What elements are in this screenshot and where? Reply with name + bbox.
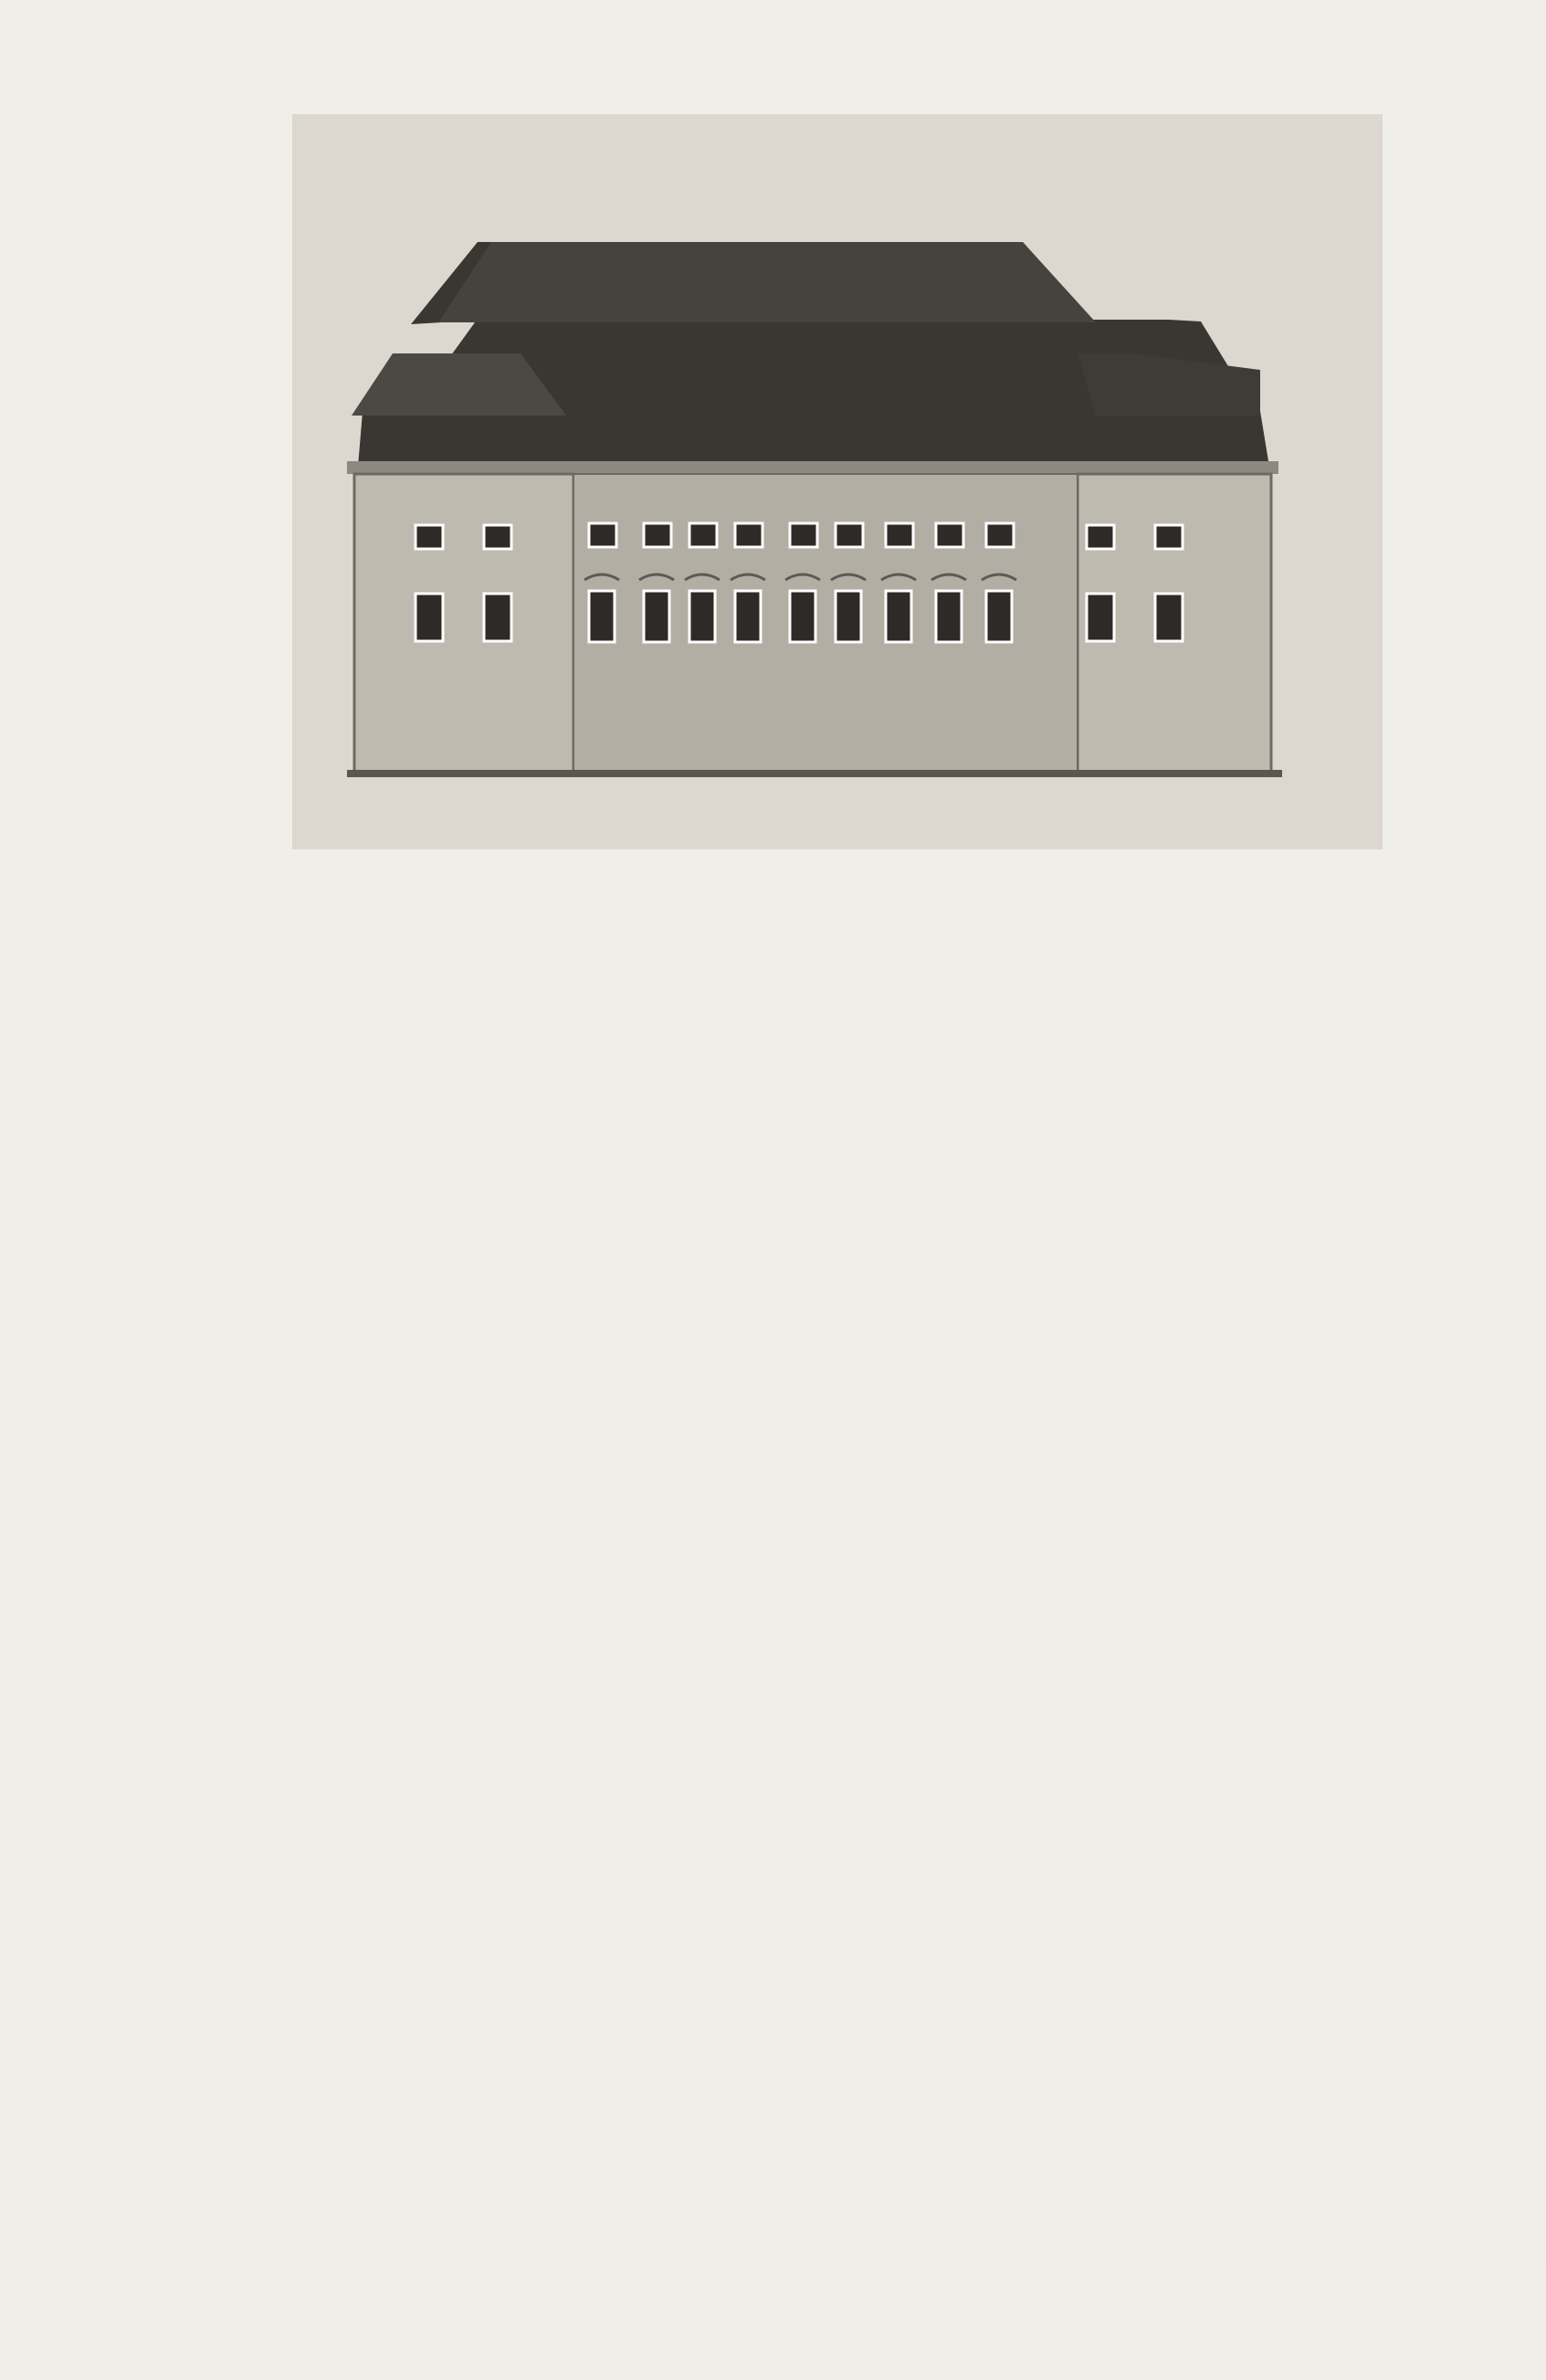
figure-64-elevation-drawing	[292, 114, 1383, 849]
elevation-illustration	[292, 114, 1383, 849]
